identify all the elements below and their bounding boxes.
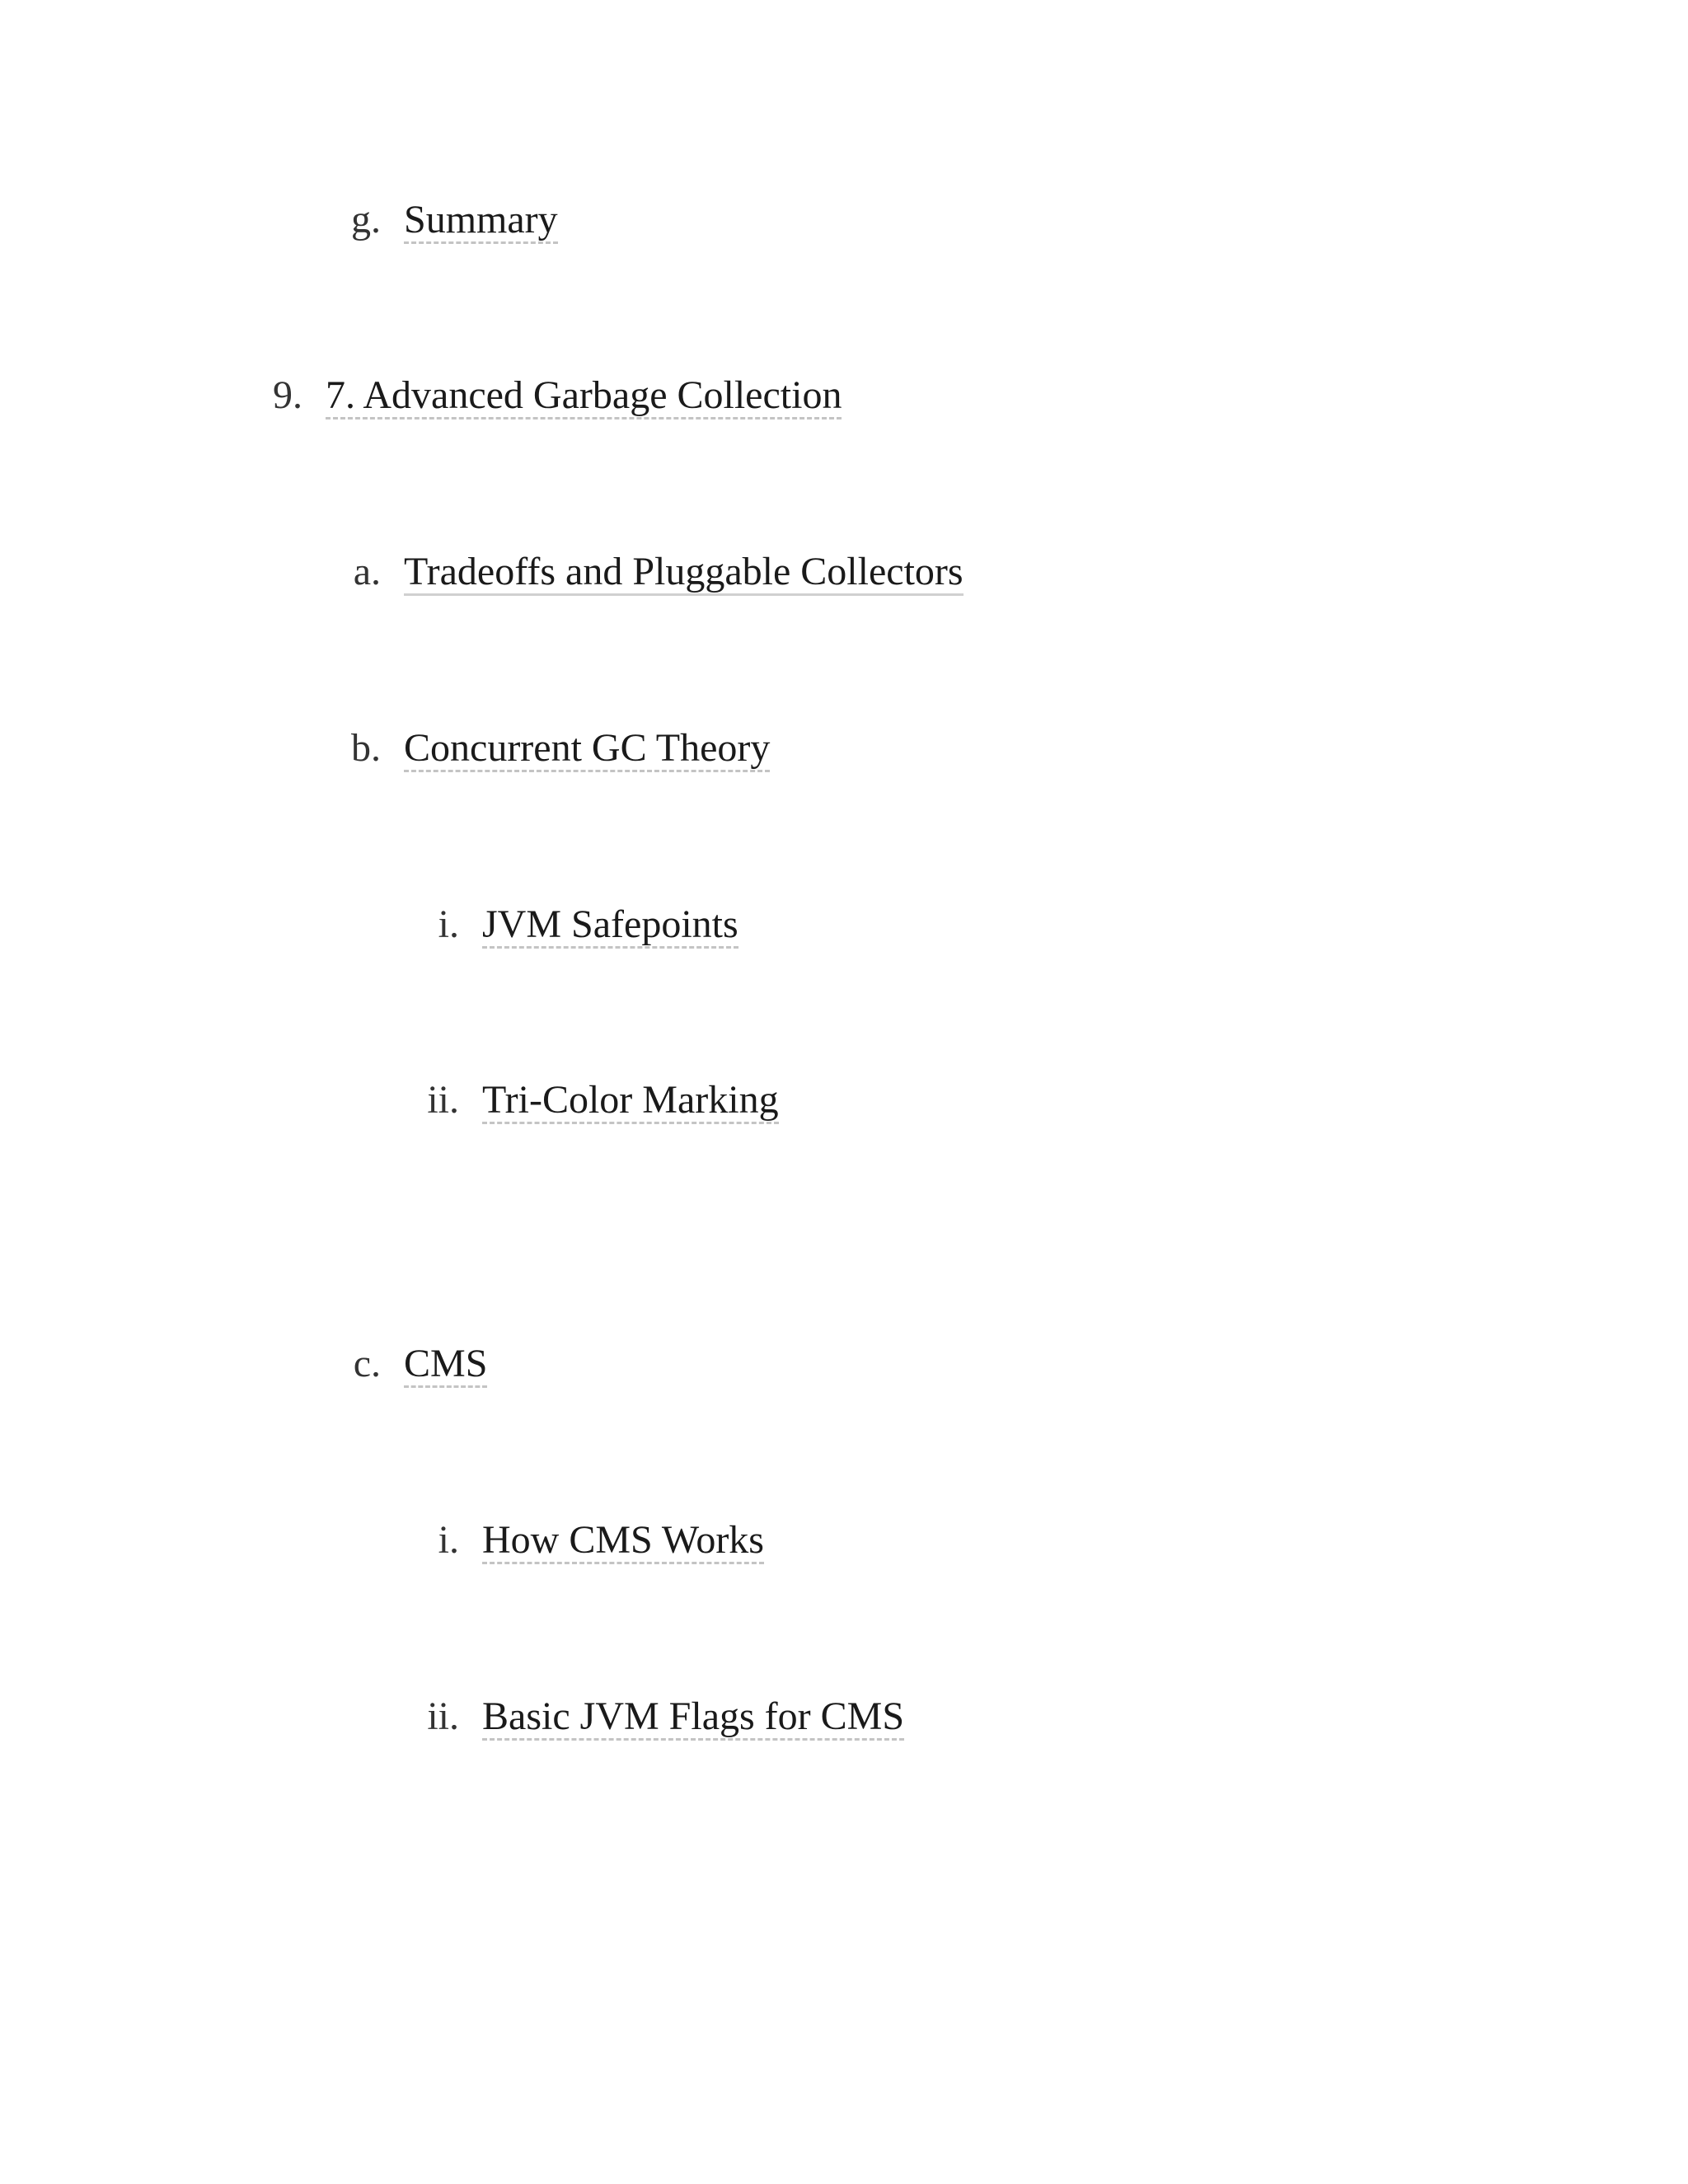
toc-item-tradeoffs	[350, 552, 964, 596]
toc-link-summary[interactable]: Summary	[404, 200, 558, 244]
toc-item-marker: b.	[351, 726, 381, 770]
toc-item-jvm-safepoints	[425, 902, 738, 949]
toc-item-marker: i.	[438, 902, 459, 946]
toc-item-cms	[350, 1344, 487, 1388]
toc-link-jvm-safepoints[interactable]: JVM Safepoints	[482, 905, 738, 949]
toc-item-marker: ii.	[427, 1694, 459, 1738]
toc-link-cms[interactable]: CMS	[404, 1344, 487, 1388]
toc-item-how-cms-works	[425, 1518, 764, 1564]
toc-item-marker: ii.	[427, 1078, 459, 1122]
toc-link-tradeoffs-and-pluggable-collectors[interactable]: Tradeoffs and Pluggable Collectors	[404, 552, 964, 596]
toc-item-concurrent-gc-theory	[350, 726, 771, 772]
toc-item-summary	[350, 200, 558, 244]
toc-item-tri-color-marking	[425, 1080, 779, 1124]
toc-item-chapter-7	[270, 373, 842, 419]
toc-link-basic-jvm-flags-for-cms[interactable]: Basic JVM Flags for CMS	[482, 1697, 904, 1741]
toc-link-tri-color-marking[interactable]: Tri-Color Marking	[482, 1080, 779, 1124]
toc-item-marker: a.	[353, 550, 381, 593]
toc-item-marker: i.	[438, 1518, 459, 1562]
toc-item-basic-jvm-flags-for-cms	[425, 1694, 905, 1741]
toc-link-concurrent-gc-theory[interactable]: Concurrent GC Theory	[404, 729, 770, 772]
toc-link-how-cms-works[interactable]: How CMS Works	[482, 1521, 764, 1564]
toc-item-marker: c.	[353, 1342, 381, 1385]
toc-item-marker: 9.	[273, 373, 302, 417]
toc-link-advanced-garbage-collection[interactable]: 7. Advanced Garbage Collection	[326, 376, 842, 419]
toc-item-marker: g.	[351, 198, 381, 241]
